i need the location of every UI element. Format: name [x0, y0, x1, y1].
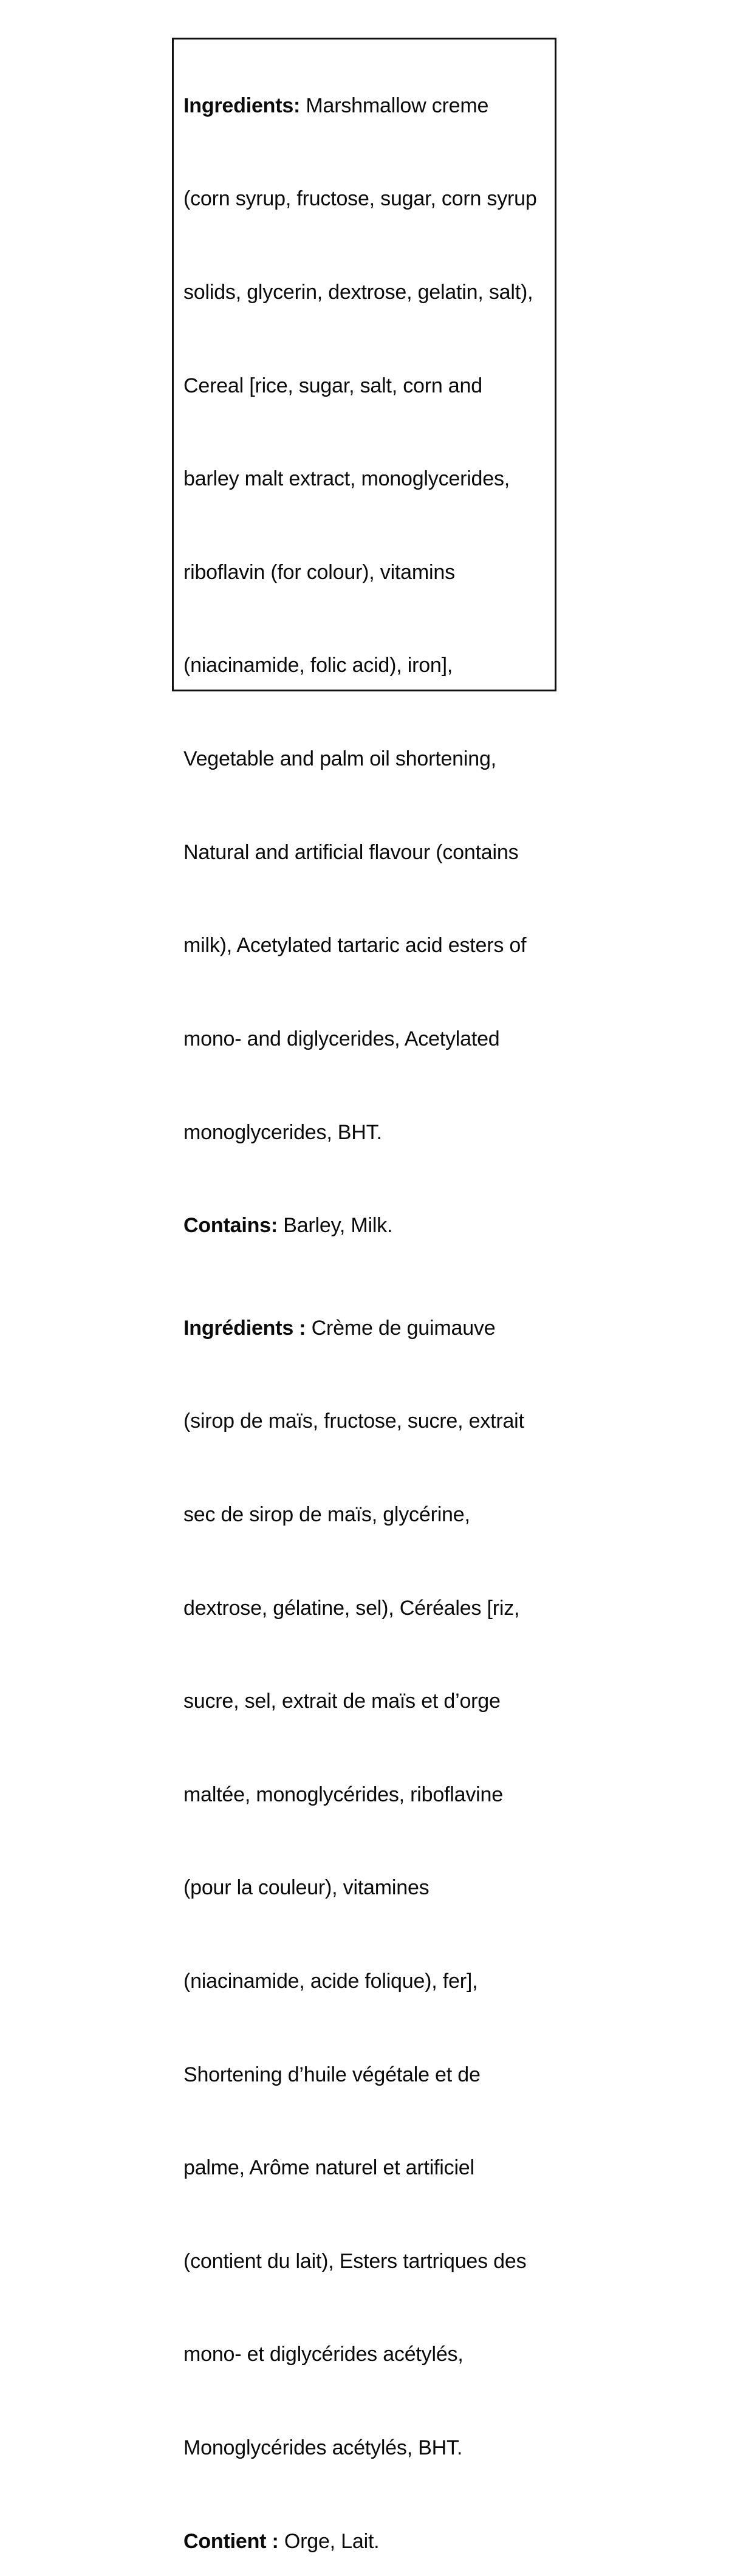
ingredient-line-text: mono- and diglycerides, Acetylated — [183, 1027, 500, 1050]
ingredient-line-bold-prefix: Contains: — [183, 1214, 278, 1238]
ingredient-line-text: maltée, monoglycérides, riboflavine — [183, 1783, 503, 1806]
ingredient-line-text: Vegetable and palm oil shortening, — [183, 747, 496, 771]
ingredient-line — [183, 2436, 546, 2459]
ingredient-line-text: Monoglycérides acétylés, BHT. — [183, 2436, 463, 2460]
ingredient-line-text: sec de sirop de maïs, glycérine, — [183, 1502, 470, 1526]
ingredient-line — [183, 187, 546, 210]
ingredient-line-text: (niacinamide, folic acid), iron], — [183, 654, 453, 677]
ingredient-line — [183, 2250, 546, 2273]
ingredient-line-text: riboflavin (for colour), vitamins — [183, 560, 455, 584]
ingredients-french — [183, 1270, 546, 2576]
ingredient-line — [183, 94, 546, 117]
ingredient-line-text: sucre, sel, extrait de maïs et d’orge — [183, 1690, 501, 1713]
ingredient-line — [183, 1783, 546, 1806]
ingredient-line — [183, 841, 546, 864]
ingredient-line — [183, 1214, 546, 1237]
ingredient-line-text: milk), Acetylated tartaric acid esters of — [183, 934, 527, 957]
ingredient-line — [183, 2530, 546, 2553]
ingredient-line — [183, 747, 546, 770]
ingredient-line-text: Orge, Lait. — [278, 2529, 380, 2553]
ingredient-line-text: Shortening d’huile végétale et de — [183, 2063, 481, 2086]
ingredient-line-text: palme, Arôme naturel et artificiel — [183, 2156, 474, 2180]
ingredient-line — [183, 374, 546, 397]
ingredient-line — [183, 1317, 546, 1340]
ingredient-line — [183, 1121, 546, 1144]
ingredient-line-text: Cereal [rice, sugar, salt, corn and — [183, 374, 482, 397]
ingredient-line — [183, 1597, 546, 1620]
ingredient-line-text: Natural and artificial flavour (contains — [183, 840, 519, 864]
ingredient-line-bold-prefix: Ingrédients : — [183, 1316, 306, 1340]
ingredient-line — [183, 1410, 546, 1433]
ingredient-line-text: dextrose, gélatine, sel), Céréales [riz, — [183, 1596, 520, 1620]
ingredient-line-text: (pour la couleur), vitamines — [183, 1876, 430, 1900]
ingredients-text-block — [183, 47, 546, 2576]
ingredient-line — [183, 934, 546, 957]
ingredient-line-bold-prefix: Contient : — [183, 2529, 279, 2553]
ingredient-line — [183, 1970, 546, 1993]
ingredient-line-text: (niacinamide, acide folique), fer], — [183, 1970, 478, 1993]
ingredient-line-text: (contient du lait), Esters tartriques des — [183, 2249, 527, 2273]
ingredient-line — [183, 281, 546, 304]
ingredient-line — [183, 1027, 546, 1050]
ingredient-line-text: (sirop de maïs, fructose, sucre, extrait — [183, 1410, 524, 1433]
ingredient-line-text: Barley, Milk. — [277, 1214, 393, 1238]
ingredient-line-text: solids, glycerin, dextrose, gelatin, salt), — [183, 281, 533, 304]
ingredients-english — [183, 47, 546, 1261]
ingredient-line-text: (corn syrup, fructose, sugar, corn syrup — [183, 187, 537, 211]
ingredient-line — [183, 467, 546, 490]
ingredient-line — [183, 1876, 546, 1899]
ingredient-line-text: barley malt extract, monoglycerides, — [183, 467, 510, 491]
ingredient-line — [183, 2156, 546, 2179]
ingredients-label-box — [172, 38, 556, 2553]
ingredient-line-text: Marshmallow creme — [300, 94, 489, 117]
ingredient-line-text: mono- et diglycérides acétylés, — [183, 2343, 464, 2366]
ingredient-line — [183, 1690, 546, 1713]
ingredient-line — [183, 2063, 546, 2086]
ingredient-line — [183, 2343, 546, 2366]
ingredient-line-bold-prefix: Ingredients: — [183, 94, 301, 117]
ingredient-line-text: monoglycerides, BHT. — [183, 1120, 382, 1144]
ingredient-line — [183, 654, 546, 677]
ingredient-line-text: Crème de guimauve — [306, 1316, 496, 1340]
ingredient-line — [183, 1503, 546, 1526]
ingredient-line — [183, 561, 546, 584]
